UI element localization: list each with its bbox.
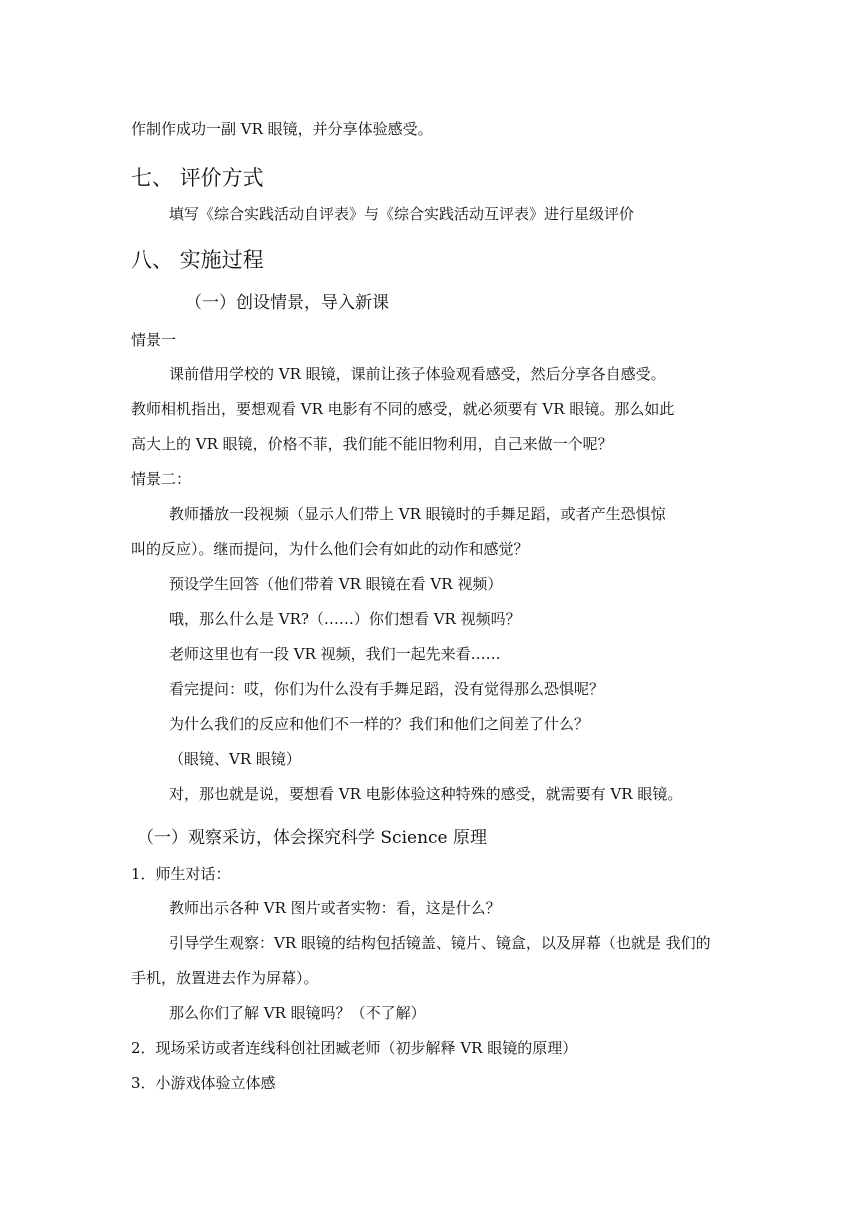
paragraph-line: （眼镜、VR 眼镜） <box>169 750 301 768</box>
paragraph-line: 那么你们了解 VR 眼镜吗？（不了解） <box>169 1004 426 1022</box>
paragraph-line: 哦，那么什么是 VR?（……）你们想看 VR 视频吗？ <box>169 610 521 628</box>
paragraph-line: 为什么我们的反应和他们不一样的？我们和他们之间差了什么？ <box>169 715 590 733</box>
paragraph-line: 作制作成功一副 VR 眼镜，并分享体验感受。 <box>131 120 433 138</box>
paragraph-line: 教师相机指出，要想观看 VR 电影有不同的感受，就必须要有 VR 眼镜。那么如此 <box>131 400 675 418</box>
list-item: 1．师生对话： <box>131 865 231 883</box>
paragraph-line: 看完提问：哎，你们为什么没有手舞足蹈，没有觉得那么恐惧呢？ <box>169 680 605 698</box>
paragraph-line: 高大上的 VR 眼镜，价格不菲，我们能不能旧物利用，自己来做一个呢？ <box>131 435 613 453</box>
paragraph-line: 课前借用学校的 VR 眼镜，课前让孩子体验观看感受，然后分享各自感受。 <box>169 365 666 383</box>
list-item: 3．小游戏体验立体感 <box>131 1074 276 1092</box>
paragraph-line: 填写《综合实践活动自评表》与《综合实践活动互评表》进行星级评价 <box>169 205 635 223</box>
scene-label: 情景一 <box>131 331 177 349</box>
paragraph-line: 手机，放置进去作为屏幕）。 <box>131 969 319 987</box>
subsection-heading: （一）创设情景，导入新课 <box>185 293 389 313</box>
subsection-heading: （一）观察采访，体会探究科学 Science 原理 <box>137 828 488 848</box>
paragraph-line: 对，那也就是说，要想看 VR 电影体验这种特殊的感受，就需要有 VR 眼镜。 <box>169 785 683 803</box>
section-heading-7: 七、 评价方式 <box>131 166 264 190</box>
paragraph-line: 预设学生回答（他们带着 VR 眼镜在看 VR 视频） <box>169 575 503 593</box>
list-item: 2．现场采访或者连线科创社团臧老师（初步解释 VR 眼镜的原理） <box>131 1039 578 1057</box>
paragraph-line: 教师出示各种 VR 图片或者实物：看，这是什么？ <box>169 899 501 917</box>
section-heading-8: 八、 实施过程 <box>131 248 264 272</box>
paragraph-line: 引导学生观察：VR 眼镜的结构包括镜盖、镜片、镜盒，以及屏幕（也就是 我们的 <box>169 934 711 952</box>
scene-label: 情景二： <box>131 470 192 488</box>
paragraph-line: 老师这里也有一段 VR 视频，我们一起先来看…… <box>169 645 501 663</box>
paragraph-line: 叫的反应）。继而提问，为什么他们会有如此的动作和感觉？ <box>131 540 529 558</box>
paragraph-line: 教师播放一段视频（显示人们带上 VR 眼镜时的手舞足蹈，或者产生恐惧惊 <box>169 505 666 523</box>
